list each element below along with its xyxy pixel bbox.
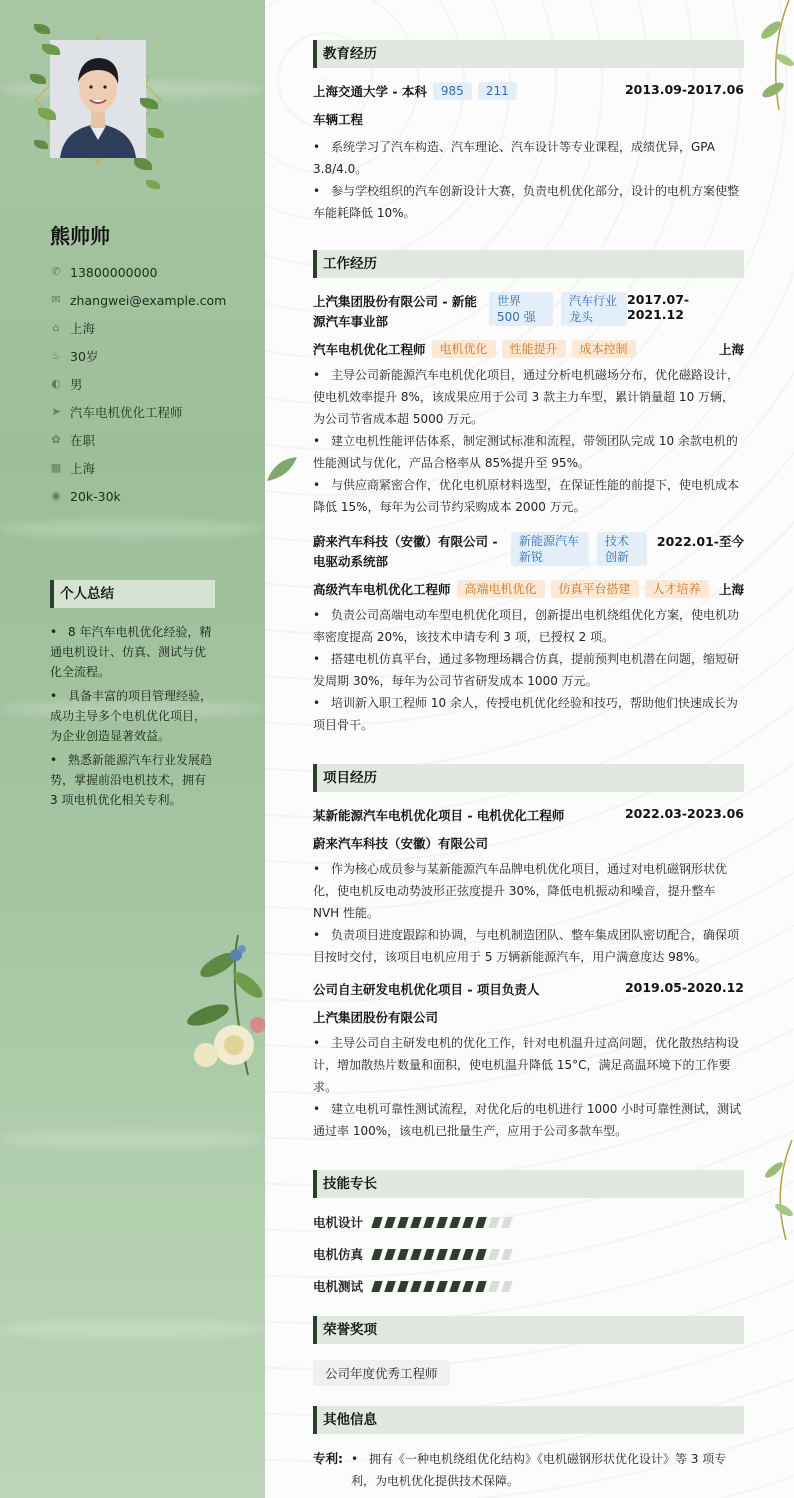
gender-icon: ◐ [51, 377, 61, 390]
mail-icon: ✉ [51, 293, 61, 306]
avatar [50, 40, 146, 158]
list-item: • 具备丰富的项目管理经验，成功主导多个电机优化项目，为企业创造显著效益。 [50, 686, 216, 746]
skill-bar-segment [371, 1217, 383, 1228]
leaf-decoration [265, 455, 299, 485]
skill-bar-segment [462, 1249, 474, 1260]
tag: 技术创新 [597, 532, 647, 566]
tag: 成本控制 [572, 340, 636, 358]
skill-level-bar [373, 1281, 516, 1292]
info-email: ✉ zhangwei@example.com [51, 292, 227, 308]
school-name: 上海交通大学 - 本科 [313, 84, 427, 99]
skill-bar-segment [371, 1281, 383, 1292]
project-list [313, 858, 744, 968]
contact-info [50, 258, 260, 510]
work-section [313, 250, 744, 736]
company-name: 蔚来汽车科技（安徽）有限公司 - 电驱动系统部 [313, 534, 498, 569]
skill-bar-segment [475, 1217, 487, 1228]
send-icon: ➤ [51, 405, 61, 418]
project-org: 蔚来汽车科技（安徽）有限公司 [313, 836, 489, 851]
list-item: • 拥有《一种电机绕组优化结构》《电机磁钢形状优化设计》等 3 项专利，为电机优化提供技术保障。 [351, 1448, 731, 1492]
list-item: • 负责公司高端电动车型电机优化项目，创新提出电机绕组优化方案，使电机功率密度提高 20%，该技术申请专利 3 项，已授权 2 项。 [313, 604, 744, 648]
status-icon: ✿ [51, 433, 61, 446]
education-period: 2013.09-2017.06 [624, 82, 744, 97]
sidebar [0, 0, 265, 1498]
skill-name: 电机测试 [313, 1279, 364, 1294]
skill-bar-segment [501, 1217, 513, 1228]
other-label: 专利: [313, 1451, 343, 1466]
other-section [313, 1406, 744, 1492]
tag: 211 [478, 82, 517, 100]
skill-bar-segment [397, 1217, 409, 1228]
project-header [313, 806, 744, 824]
skill-bar-segment [462, 1281, 474, 1292]
skill-bar-segment [397, 1281, 409, 1292]
education-title: 教育经历 [313, 40, 744, 68]
skill-bar-segment [449, 1249, 461, 1260]
skill-row [313, 1206, 744, 1238]
vine-decoration-lower [754, 1140, 794, 1240]
skill-bar-segment [449, 1281, 461, 1292]
skill-row [313, 1270, 744, 1302]
list-item: • 培训新入职工程师 10 余人，传授电机优化经验和技巧，帮助他们快速成长为项目骨干。 [313, 692, 744, 736]
flower-decoration [178, 925, 265, 1085]
project-org: 上汽集团股份有限公司 [313, 1010, 439, 1025]
tag: 新能源汽车新锐 [511, 532, 589, 566]
education-section [313, 40, 744, 224]
skill-bar-segment [488, 1249, 500, 1260]
building-icon: ▦ [50, 461, 62, 474]
summary-title: 个人总结 [50, 580, 215, 608]
skill-bar-segment [384, 1281, 396, 1292]
other-list [351, 1448, 731, 1492]
job-period: 2022.01-至今 [656, 534, 744, 549]
award-badge: 公司年度优秀工程师 [313, 1360, 450, 1386]
honors-title: 荣誉奖项 [313, 1316, 744, 1344]
skill-bar-segment [410, 1249, 422, 1260]
skill-bar-segment [475, 1281, 487, 1292]
profile-photo-frame [28, 20, 168, 200]
skill-bar-segment [423, 1249, 435, 1260]
info-home: ⌂ 上海 [50, 314, 260, 342]
role-row [313, 580, 744, 598]
skill-bar-segment [410, 1217, 422, 1228]
skill-bar-segment [501, 1281, 513, 1292]
list-item: • 8 年汽车电机优化经验，精通电机设计、仿真、测试与优化全流程。 [50, 622, 216, 682]
other-row [313, 1448, 744, 1492]
other-title: 其他信息 [313, 1406, 744, 1434]
tag: 仿真平台搭建 [551, 580, 639, 598]
projects-title: 项目经历 [313, 764, 744, 792]
project-header [313, 980, 744, 998]
skill-bar-segment [436, 1217, 448, 1228]
info-status: ✿ 在职 [51, 433, 96, 448]
project-period: 2019.05-2020.12 [624, 980, 744, 995]
skill-bar-segment [384, 1249, 396, 1260]
job-period: 2017.07-2021.12 [627, 292, 690, 322]
skill-bar-segment [423, 1217, 435, 1228]
skill-bar-segment [423, 1281, 435, 1292]
tag: 性能提升 [502, 340, 566, 358]
list-item: • 系统学习了汽车构造、汽车理论、汽车设计等专业课程，成绩优异，GPA 3.8/4.0。 [313, 136, 744, 180]
skill-row [313, 1238, 744, 1270]
major: 车辆工程 [313, 112, 364, 127]
info-age: ♨ 30岁 [51, 349, 99, 364]
role-name: 汽车电机优化工程师 [313, 342, 426, 357]
home-icon: ⌂ [52, 321, 60, 334]
tag: 人才培养 [645, 580, 709, 598]
skill-bar-segment [462, 1217, 474, 1228]
project-name: 公司自主研发电机优化项目 - 项目负责人 [313, 982, 540, 997]
tag: 高端电机优化 [457, 580, 545, 598]
job-list [313, 364, 744, 518]
tag: 世界 500 强 [489, 292, 553, 326]
list-item: • 负责项目进度跟踪和协调，与电机制造团队、整车集成团队密切配合，确保项目按时交付，该项目电机应用于 5 万辆新能源汽车，用户满意度达 98%。 [313, 924, 744, 968]
honors-section [313, 1316, 744, 1386]
role-row [313, 340, 744, 358]
tag: 电机优化 [432, 340, 496, 358]
job-header [313, 292, 744, 332]
skills-section [313, 1170, 744, 1302]
list-item: • 搭建电机仿真平台，通过多物理场耦合仿真，提前预判电机潜在问题，缩短研发周期 30%，每年为公司节省研发成本 1000 万元。 [313, 648, 744, 692]
projects-section [313, 764, 744, 1142]
skill-bar-segment [397, 1249, 409, 1260]
list-item: • 与供应商紧密合作，优化电机原材料选型，在保证性能的前提下，使电机成本降低 15%，每年为公司节约采购成本 2000 万元。 [313, 474, 744, 518]
salary-icon: ◉ [51, 489, 61, 502]
skill-bar-segment [436, 1249, 448, 1260]
company-name: 上汽集团股份有限公司 - 新能源汽车事业部 [313, 294, 477, 329]
list-item: • 建立电机可靠性测试流程，对优化后的电机进行 1000 小时可靠性测试，测试通过率 100%，该电机已批量生产，应用于公司多款车型。 [313, 1098, 744, 1142]
skill-bar-segment [475, 1249, 487, 1260]
skills-title: 技能专长 [313, 1170, 744, 1198]
list-item: • 参与学校组织的汽车创新设计大赛，负责电机优化部分，设计的电机方案使整车能耗降低 10%。 [313, 180, 744, 224]
skill-level-bar [373, 1217, 516, 1228]
project-name: 某新能源汽车电机优化项目 - 电机优化工程师 [313, 808, 565, 823]
job-city: 上海 [718, 342, 744, 357]
list-item: • 作为核心成员参与某新能源汽车品牌电机优化项目，通过对电机磁钢形状优化，使电机反电动势波形正弦度提升 30%，降低电机振动和噪音，提升整车 NVH 性能。 [313, 858, 744, 924]
skill-bar-segment [488, 1281, 500, 1292]
job-list [313, 604, 744, 736]
skill-bar-segment [449, 1217, 461, 1228]
vine-decoration [749, 0, 794, 110]
skill-bar-segment [410, 1281, 422, 1292]
list-item: • 主导公司新能源汽车电机优化项目，通过分析电机磁场分布，优化磁路设计，使电机效率提升 8%，该成果应用于公司 3 款主力车型，累计销量超 10 万辆，为公司节省成本超 5000 万元。 [313, 364, 744, 430]
skill-name: 电机设计 [313, 1215, 364, 1230]
job-city: 上海 [718, 582, 744, 597]
project-list [313, 1032, 744, 1142]
skill-name: 电机仿真 [313, 1247, 364, 1262]
job-header [313, 532, 744, 572]
skill-level-bar [373, 1249, 516, 1260]
summary-list [50, 622, 216, 814]
list-item: • 主导公司自主研发电机的优化工作，针对电机温升过高问题，优化散热结构设计，增加散热片数量和面积，使电机温升降低 15°C，满足高温环境下的工作要求。 [313, 1032, 744, 1098]
info-phone: ✆ 13800000000 [51, 264, 158, 280]
cake-icon: ♨ [51, 349, 61, 362]
role-name: 高级汽车电机优化工程师 [313, 582, 451, 597]
skill-bar-segment [371, 1249, 383, 1260]
skill-bar-segment [501, 1249, 513, 1260]
education-header [313, 82, 744, 100]
info-gender: ◐ 男 [51, 377, 83, 392]
info-position: ➤ 汽车电机优化工程师 [51, 405, 183, 420]
education-list [313, 136, 744, 224]
phone-icon: ✆ [51, 265, 61, 278]
info-salary: ◉ 20k-30k [51, 488, 121, 504]
list-item: • 熟悉新能源汽车行业发展趋势，掌握前沿电机技术，拥有 3 项电机优化相关专利。 [50, 750, 216, 810]
skill-bar-segment [436, 1281, 448, 1292]
info-city: ▦ 上海 [50, 461, 96, 476]
tag: 汽车行业龙头 [561, 292, 627, 326]
project-period: 2022.03-2023.06 [624, 806, 744, 821]
skills-list [313, 1206, 744, 1302]
tag: 985 [433, 82, 472, 100]
list-item: • 建立电机性能评估体系，制定测试标准和流程，带领团队完成 10 余款电机的性能测试与优化，产品合格率从 85%提升至 95%。 [313, 430, 744, 474]
skill-bar-segment [384, 1217, 396, 1228]
skill-bar-segment [488, 1217, 500, 1228]
work-title: 工作经历 [313, 250, 744, 278]
profile-name: 熊帅帅 [50, 224, 110, 248]
